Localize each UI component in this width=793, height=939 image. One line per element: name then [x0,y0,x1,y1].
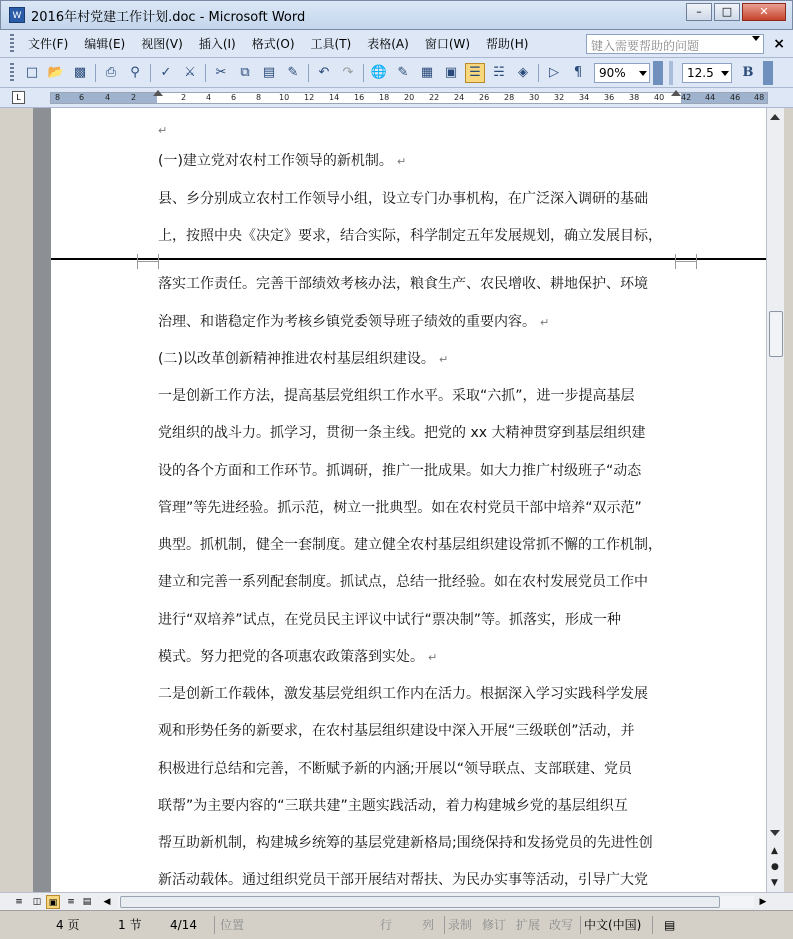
zoom-select[interactable] [594,63,650,83]
status-extend[interactable]: 扩展 [516,918,541,932]
ruler-tick-label: 28 [504,93,515,102]
ruler-tick-label: 26 [479,93,490,102]
document-line[interactable]: 观和形势任务的新要求，在农村基层组织建设中深入开展“三级联创”活动，并 [158,723,635,739]
document-line[interactable]: 积极进行总结和完善，不断赋予新的内涵;开展以“领导联点、支部联建、党员 [158,761,632,777]
spelling-status-icon[interactable]: ▤ [664,918,676,932]
status-separator [580,916,581,934]
previous-page-icon[interactable]: ▲ [771,846,778,856]
ruler-tick-label: 6 [79,93,85,102]
document-line[interactable]: (二)以改革创新精神推进农村基层组织建设。 ↵ [158,351,449,367]
window-controls [684,3,786,21]
menu-format[interactable]: 格式(O) [251,37,295,51]
new-document-icon[interactable]: □ [25,65,39,80]
crop-mark [675,261,697,269]
menu-view[interactable]: 视图(V) [141,37,183,51]
close-icon: ✕ [759,5,769,18]
ruler-tick-label: 36 [604,93,615,102]
menu-edit[interactable]: 编辑(E) [84,37,126,51]
scroll-right-icon[interactable]: ▶ [759,897,767,907]
ruler-tick-label: 46 [730,93,741,102]
ruler-tick-label: 16 [354,93,365,102]
ruler-tick-label: 44 [705,93,716,102]
menu-tools[interactable]: 工具(T) [310,37,352,51]
vertical-scroll-thumb[interactable] [769,311,783,357]
zoom-value: 90% [599,65,626,80]
status-page[interactable]: 4 页 [56,918,80,932]
save-icon[interactable]: ▩ [73,65,87,80]
ruler-tick-label: 18 [379,93,390,102]
document-line[interactable]: 设的各个方面和工作环节。抓调研，推广一批成果。如大力推广村级班子“动态 [158,463,642,479]
document-line[interactable]: 联帮”为主要内容的“三联共建”主题实践活动，着力构建城乡党的基层组织互 [158,798,628,814]
document-line[interactable]: 落实工作责任。完善干部绩效考核办法，粮食生产、农民增收、耕地保护、环境 [158,276,648,292]
left-gutter [0,108,33,892]
menu-window[interactable]: 窗口(W) [424,37,471,51]
toolbar-separator [95,64,96,82]
ruler-tick-label: 30 [529,93,540,102]
drawing-icon[interactable]: ☵ [493,65,505,80]
toolbar-separator [308,64,309,82]
research-icon[interactable]: ⚔ [184,65,196,80]
ruler-tick-label: 22 [429,93,440,102]
status-column[interactable]: 列 [422,918,435,932]
horizontal-scroll-thumb[interactable] [120,896,720,908]
crop-mark [137,261,159,269]
status-track-changes[interactable]: 修订 [482,918,507,932]
status-bar [0,910,793,939]
document-line[interactable]: 进行“双培养”试点，在党员民主评议中试行“票决制”等。抓落实，形成一种 [158,612,622,628]
paragraph-mark: ↵ [158,124,168,137]
word-app-icon[interactable]: W [9,7,25,23]
document-line[interactable]: 党组织的战斗力。抓学习，贯彻一条主线。把党的 xx 大精神贯穿到基层组织建 [158,425,646,441]
copy-icon[interactable]: ⧉ [240,65,250,80]
status-separator [444,916,445,934]
open-folder-icon[interactable]: 📂 [47,65,65,80]
document-line[interactable]: 模式。努力把党的各项惠农政策落到实处。 ↵ [158,649,438,665]
font-size-value: 12.5 [687,65,714,80]
formatting-toolbar-grip[interactable] [669,61,673,85]
maximize-icon: □ [721,5,733,18]
menu-bar [0,30,793,58]
spelling-icon[interactable]: ✓ [160,65,172,80]
document-line[interactable]: 县、乡分别成立农村工作领导小组，设立专门办事机构，在广泛深入调研的基础 [158,191,648,207]
chevron-down-icon [639,71,647,76]
horizontal-ruler [0,88,793,108]
ruler-tick-label: 12 [304,93,315,102]
ruler-tick-label: 40 [654,93,665,102]
tables-borders-icon[interactable]: ✎ [397,65,409,80]
columns-icon[interactable]: ☰ [465,63,485,83]
scroll-up-icon[interactable] [770,114,780,120]
outline-view-icon[interactable]: ≡ [67,897,75,907]
cut-icon[interactable]: ✂ [215,65,227,80]
document-close-button[interactable]: × [773,36,785,52]
ruler-tick-label: 14 [329,93,340,102]
status-section[interactable]: 1 节 [118,918,142,932]
read-icon[interactable]: ▷ [549,65,559,80]
ruler-tick-label: 38 [629,93,640,102]
format-painter-icon[interactable]: ✎ [287,65,299,80]
document-map-icon[interactable]: ◈ [518,65,528,80]
toolbar-options-icon[interactable] [653,61,663,85]
ruler-tick-label: 2 [181,93,187,102]
right-border [784,108,793,892]
redo-icon[interactable]: ↷ [342,65,354,80]
toolbar-separator [150,64,151,82]
ruler-bar[interactable] [50,92,768,104]
print-preview-icon[interactable]: ⚲ [130,65,140,80]
document-line[interactable]: 新活动载体。通过组织党员干部开展结对帮扶、为民办实事等活动，引导广大党 [158,872,648,888]
ruler-tick-label: 4 [206,93,212,102]
show-hide-icon[interactable]: ¶ [573,65,583,80]
status-separator [214,916,215,934]
normal-view-icon[interactable]: ≡ [15,897,23,907]
standard-toolbar [0,58,793,88]
select-browse-object-icon[interactable]: ● [771,862,779,872]
ruler-tick-label: 6 [231,93,237,102]
formatting-options-icon[interactable] [763,61,773,85]
status-position[interactable]: 位置 [220,918,245,932]
ruler-tick-label: 4 [105,93,111,102]
bold-button[interactable]: B [742,65,754,80]
undo-icon[interactable]: ↶ [318,65,330,80]
help-search-input[interactable]: 键入需要帮助的问题 [586,34,764,54]
ruler-tick-label: 8 [55,93,61,102]
ruler-tick-label: 20 [404,93,415,102]
ruler-tick-label: 10 [279,93,290,102]
left-indent-marker[interactable] [153,90,163,96]
maximize-button[interactable] [714,3,740,21]
next-page-icon[interactable]: ▼ [771,878,778,888]
ruler-tick-label: 2 [131,93,137,102]
minimize-button[interactable] [686,3,712,21]
toolbar-separator [538,64,539,82]
menu-insert[interactable]: 插入(I) [198,37,236,51]
menu-help[interactable]: 帮助(H) [486,37,529,51]
ruler-tick-label: 42 [681,93,692,102]
insert-excel-icon[interactable]: ▣ [444,65,458,80]
ruler-tick-label: 34 [579,93,590,102]
status-separator [652,916,653,934]
toolbar-separator [205,64,206,82]
menu-file[interactable]: 文件(F) [28,37,69,51]
vertical-scrollbar[interactable] [766,108,784,892]
status-overtype[interactable]: 改写 [549,918,574,932]
ruler-tick-label: 24 [454,93,465,102]
font-size-select[interactable] [682,63,732,83]
chevron-down-icon [721,71,729,76]
insert-table-icon[interactable]: ▦ [420,65,434,80]
scroll-down-icon[interactable] [770,830,780,836]
window-title: 2016年村党建工作计划.doc - Microsoft Word [31,9,306,25]
menu-table[interactable]: 表格(A) [367,37,409,51]
close-button[interactable] [742,3,786,21]
toolbar-separator [363,64,364,82]
document-line[interactable]: 建立和完善一系列配套制度。抓试点，总结一批经验。如在农村发展党员工作中 [158,574,648,590]
tab-selector-icon[interactable]: L [12,91,25,104]
status-record[interactable]: 录制 [448,918,473,932]
status-page-of[interactable]: 4/14 [170,918,197,932]
toolbar-grip[interactable] [10,63,14,83]
status-line[interactable]: 行 [380,918,393,932]
document-line[interactable]: 二是创新工作载体，激发基层党组织工作内在活力。根据深入学习实践科学发展 [158,686,648,702]
paste-icon[interactable]: ▤ [262,65,276,80]
title-bar [0,0,793,30]
vertical-ruler [33,108,51,892]
help-dropdown-icon[interactable] [752,36,760,41]
horizontal-scrollbar[interactable] [0,892,793,910]
right-indent-marker[interactable] [671,90,681,96]
web-view-icon[interactable]: ◫ [32,897,42,907]
scroll-left-icon[interactable]: ◀ [103,897,111,907]
ruler-left-margin [51,93,157,103]
status-language[interactable]: 中文(中国) [584,918,642,932]
ruler-tick-label: 32 [554,93,565,102]
document-line[interactable]: 管理”等先进经验。抓示范，树立一批典型。如在农村党员干部中培养“双示范” [158,500,642,516]
reading-view-icon[interactable]: ▤ [82,897,92,907]
document-line[interactable]: 帮互助新机制，构建城乡统筹的基层党建新格局;围绕保持和发扬党员的先进性创 [158,835,653,851]
print-layout-view-icon[interactable]: ▣ [46,895,60,909]
document-line[interactable]: 上，按照中央《决定》要求，结合实际，科学制定五年发展规划，确立发展目标， [158,228,662,244]
document-line[interactable]: (一)建立党对农村工作领导的新机制。 ↵ [158,153,407,169]
print-icon[interactable]: ⎙ [105,65,117,80]
document-line[interactable]: 一是创新工作方法，提高基层党组织工作水平。采取“六抓”，进一步提高基层 [158,388,635,404]
minimize-icon: – [696,5,702,18]
ruler-tick-label: 8 [256,93,262,102]
document-line[interactable]: 治理、和谐稳定作为考核乡镇党委领导班子绩效的重要内容。 ↵ [158,314,550,330]
hyperlink-icon[interactable]: 🌐 [370,65,388,80]
menubar-grip[interactable] [10,34,14,54]
ruler-tick-label: 48 [754,93,765,102]
document-line[interactable]: 典型。抓机制，健全一套制度。建立健全农村基层组织建设常抓不懈的工作机制， [158,537,662,553]
